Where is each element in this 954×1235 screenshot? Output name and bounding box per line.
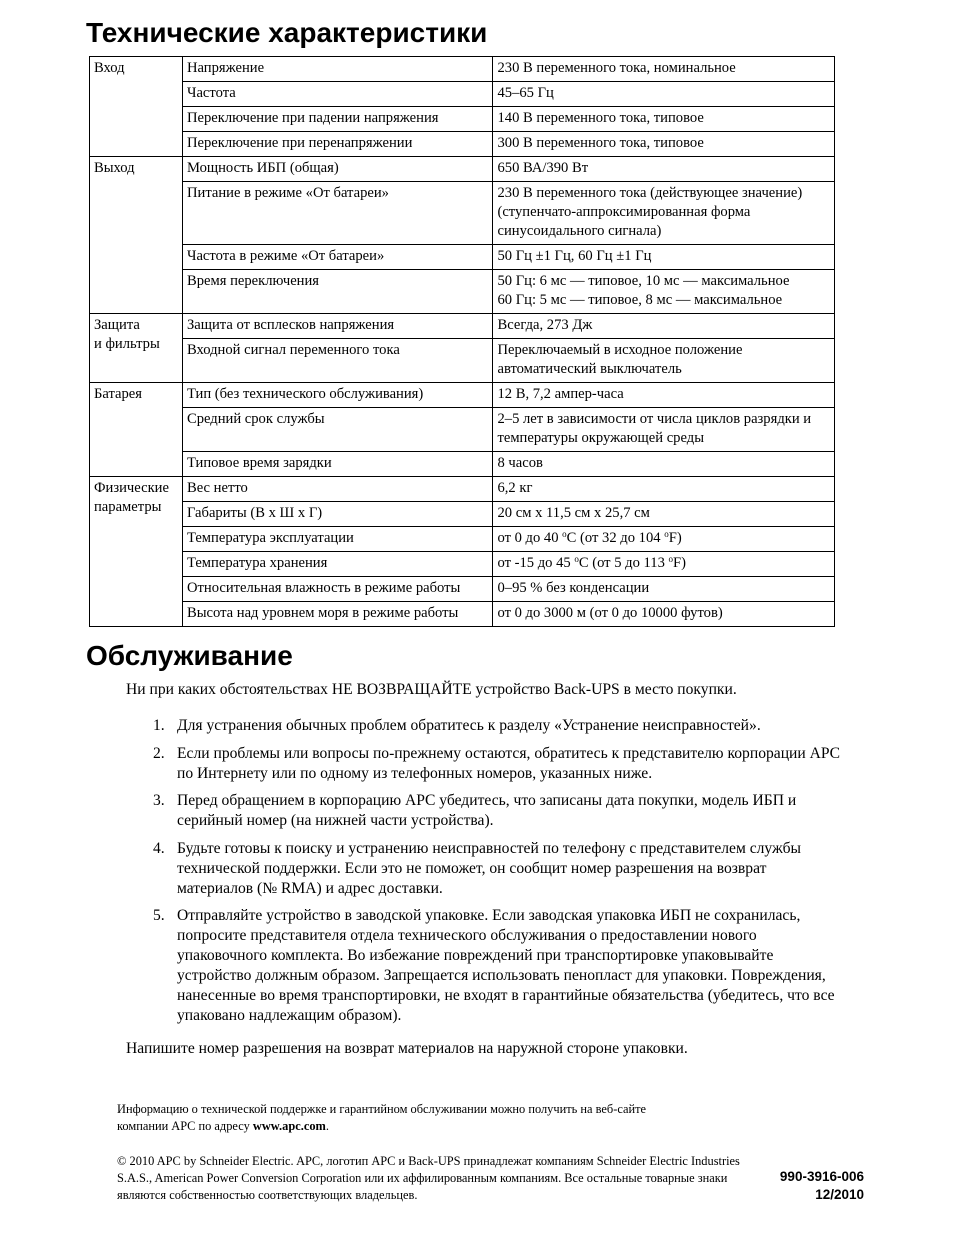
param-cell: Напряжение [182, 57, 493, 82]
service-outro: Напишите номер разрешения на возврат материалов на наружной стороне упаковки. [126, 1040, 688, 1057]
param-cell: Переключение при перенапряжении [182, 132, 493, 157]
list-item [126, 839, 846, 899]
document-date: 12/2010 [815, 1187, 864, 1202]
value-cell: от 0 до 3000 м (от 0 до 10000 футов) [493, 602, 835, 627]
service-intro: Ни при каких обстоятельствах НЕ ВОЗВРАЩАЙТЕ устройство Back-UPS в место покупки. [126, 681, 737, 698]
degree-mark: o [562, 529, 567, 539]
value-cell: 140 В переменного тока, типовое [493, 107, 835, 132]
table-row [90, 408, 835, 452]
group-cell-protection [90, 314, 183, 383]
step-number: 1. [153, 717, 165, 734]
value-line: 50 Гц: 6 мс — типовое, 10 мс — максимальное [497, 273, 790, 289]
value-text: C (от 5 до 113 [578, 555, 669, 571]
step-text: Отправляйте устройство в заводской упаковке. Если заводская упаковка ИБП не сохранилась, попросите представителя отдела технического обслуживания о предоставлении нового упаковочного комплекта. Во избежание повреждений при транспортировке упаковывайте устройство должным образом. Запрещается использовать пенопласт для упаковки. Повреждения, нанесенные во время транспортировки, не входят в гарантийные обязательства (убедитесь, что все упаковано надлежащим образом). [177, 907, 835, 1024]
table-row [90, 577, 835, 602]
step-number: 5. [153, 907, 165, 924]
value-cell: 0–95 % без конденсации [493, 577, 835, 602]
group-label-line: и фильтры [94, 336, 160, 352]
param-cell: Мощность ИБП (общая) [182, 157, 493, 182]
section-title-service: Обслуживание [86, 640, 293, 671]
table-row [90, 502, 835, 527]
list-item [126, 744, 846, 784]
value-cell: 20 см х 11,5 см х 25,7 см [493, 502, 835, 527]
step-number: 3. [153, 792, 165, 809]
value-cell [493, 527, 835, 552]
table-row [90, 527, 835, 552]
param-cell: Температура эксплуатации [182, 527, 493, 552]
group-cell-input: Вход [90, 57, 183, 157]
value-cell [493, 270, 835, 314]
list-item [126, 716, 846, 736]
value-text: F) [673, 555, 686, 571]
param-cell: Частота в режиме «От батареи» [182, 245, 493, 270]
step-number: 2. [153, 744, 165, 762]
table-row [90, 270, 835, 314]
value-cell: 6,2 кг [493, 477, 835, 502]
group-label-line: Защита [94, 317, 140, 333]
step-text: Перед обращением в корпорацию APC убедитесь, что записаны дата покупки, модель ИБП и серийный номер (на нижней части устройства). [177, 792, 797, 829]
value-cell: 650 ВА/390 Вт [493, 157, 835, 182]
step-text: Если проблемы или вопросы по-прежнему остаются, обратитесь к представителю корпорации APC по Интернету или по одному из телефонных номеров, указанных ниже. [177, 744, 840, 782]
group-cell-battery: Батарея [90, 383, 183, 477]
table-row [90, 182, 835, 245]
value-cell: 12 В, 7,2 ампер-часа [493, 383, 835, 408]
group-label-line: Физические [94, 480, 169, 496]
param-cell: Средний срок службы [182, 408, 493, 452]
value-cell: 50 Гц ±1 Гц, 60 Гц ±1 Гц [493, 245, 835, 270]
value-cell: 8 часов [493, 452, 835, 477]
table-row [90, 602, 835, 627]
param-cell: Питание в режиме «От батареи» [182, 182, 493, 245]
param-cell: Высота над уровнем моря в режиме работы [182, 602, 493, 627]
table-row [90, 132, 835, 157]
page-title-specifications: Технические характеристики [86, 17, 488, 48]
param-cell: Относительная влажность в режиме работы [182, 577, 493, 602]
table-row [90, 477, 835, 502]
value-cell: 230 В переменного тока (действующее значение) (ступенчато-аппроксимированная форма синусоидального сигнала) [493, 182, 835, 245]
param-cell: Температура хранения [182, 552, 493, 577]
specifications-table [89, 56, 835, 627]
list-item [126, 906, 846, 1026]
param-cell: Время переключения [182, 270, 493, 314]
step-text: Для устранения обычных проблем обратитесь к разделу «Устранение неисправностей». [177, 717, 761, 734]
table-row [90, 57, 835, 82]
param-cell: Типовое время зарядки [182, 452, 493, 477]
degree-mark: o [664, 529, 669, 539]
param-cell: Защита от всплесков напряжения [182, 314, 493, 339]
param-cell: Тип (без технического обслуживания) [182, 383, 493, 408]
support-text: Информацию о технической поддержке и гарантийном обслуживании можно получить на веб-сайте компании APC по адресу [117, 1102, 647, 1133]
table-row [90, 82, 835, 107]
list-item [126, 791, 846, 831]
table-row [90, 245, 835, 270]
document-number-block [780, 1168, 864, 1204]
table-row [90, 314, 835, 339]
value-cell: Переключаемый в исходное положение автоматический выключатель [493, 339, 835, 383]
param-cell: Переключение при падении напряжения [182, 107, 493, 132]
support-note [117, 1101, 677, 1135]
group-cell-output: Выход [90, 157, 183, 314]
value-text: F) [668, 530, 682, 546]
value-cell: 230 В переменного тока, номинальное [493, 57, 835, 82]
param-cell: Частота [182, 82, 493, 107]
param-cell: Вес нетто [182, 477, 493, 502]
value-text: от 0 до 40 [497, 530, 563, 546]
table-row [90, 157, 835, 182]
table-row [90, 552, 835, 577]
table-row [90, 452, 835, 477]
value-cell [493, 552, 835, 577]
table-row [90, 107, 835, 132]
value-cell: 2–5 лет в зависимости от числа циклов разрядки и температуры окружающей среды [493, 408, 835, 452]
document-number: 990-3916-006 [779, 1169, 864, 1184]
param-cell: Входной сигнал переменного тока [182, 339, 493, 383]
value-text: C (от 32 до 104 [566, 530, 665, 546]
value-cell: Всегда, 273 Дж [493, 314, 835, 339]
support-url-link[interactable]: www.apc.com [252, 1119, 326, 1133]
value-cell: 300 В переменного тока, типовое [493, 132, 835, 157]
step-number: 4. [153, 839, 165, 857]
table-row [90, 383, 835, 408]
degree-mark: o [668, 554, 674, 564]
value-line: 60 Гц: 5 мс — типовое, 8 мс — максимальное [497, 292, 783, 308]
table-row [90, 339, 835, 383]
degree-mark: o [574, 554, 579, 564]
step-text: Будьте готовы к поиску и устранению неисправностей по телефону с представителем службы технической поддержки. Если это не поможет, он сообщит номер разрешения на возврат материалов (№ RMA) и адрес доставки. [177, 839, 801, 897]
group-label-line: параметры [94, 499, 162, 515]
param-cell: Габариты (В х Ш х Г) [182, 502, 493, 527]
value-text: от -15 до 45 [497, 555, 575, 571]
service-steps-list [126, 716, 846, 1034]
copyright-notice: © 2010 APC by Schneider Electric. APC, логотип APC и Back-UPS принадлежат компаниям Schneider Electric Industries S.A.S., American Power Conversion Corporation или их аффилированным компаниям. Все остальные товарные знаки являются собственностью соответствующих владельцев. [117, 1154, 740, 1202]
support-text-end: . [325, 1119, 329, 1133]
value-cell: 45–65 Гц [493, 82, 835, 107]
group-cell-physical [90, 477, 183, 627]
